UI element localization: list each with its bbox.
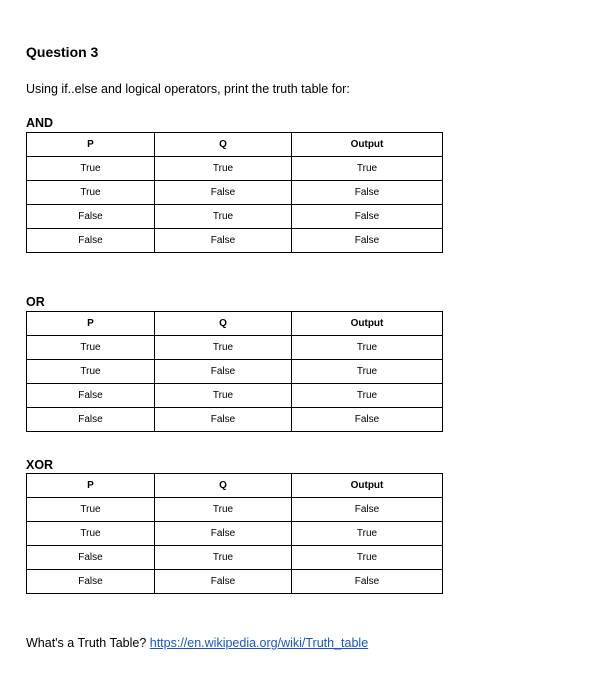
cell-q: False	[155, 522, 292, 546]
cell-p: False	[27, 205, 155, 229]
cell-output: True	[292, 336, 443, 360]
xor-truth-table	[26, 473, 443, 594]
cell-output: False	[292, 498, 443, 522]
cell-output: True	[292, 360, 443, 384]
cell-q: False	[155, 181, 292, 205]
table-row	[27, 229, 443, 253]
cell-p: True	[27, 498, 155, 522]
cell-p: True	[27, 360, 155, 384]
table-row	[27, 181, 443, 205]
table-header-row	[27, 133, 443, 157]
column-header-q: Q	[155, 312, 292, 336]
cell-q: True	[155, 157, 292, 181]
and-truth-table	[26, 132, 443, 253]
cell-output: True	[292, 522, 443, 546]
truth-table-link[interactable]: https://en.wikipedia.org/wiki/Truth_table	[149, 636, 369, 650]
cell-p: False	[27, 384, 155, 408]
cell-q: False	[155, 360, 292, 384]
cell-output: True	[292, 157, 443, 181]
cell-q: False	[155, 570, 292, 594]
column-header-p: P	[27, 474, 155, 498]
table-row	[27, 205, 443, 229]
cell-q: True	[155, 546, 292, 570]
cell-q: True	[155, 498, 292, 522]
question-title: Question 3	[26, 44, 99, 60]
column-header-output: Output	[292, 312, 443, 336]
cell-q: True	[155, 336, 292, 360]
or-truth-table	[26, 311, 443, 432]
cell-q: False	[155, 408, 292, 432]
and-section-label: AND	[26, 116, 54, 130]
cell-p: True	[27, 157, 155, 181]
table-row	[27, 522, 443, 546]
cell-p: False	[27, 546, 155, 570]
table-row	[27, 408, 443, 432]
footer-question: What's a Truth Table?	[26, 636, 150, 650]
cell-output: False	[292, 229, 443, 253]
instruction-text: Using if..else and logical operators, print the truth table for:	[26, 82, 350, 96]
cell-p: False	[27, 570, 155, 594]
cell-output: False	[292, 570, 443, 594]
cell-output: True	[292, 384, 443, 408]
cell-output: False	[292, 181, 443, 205]
table-row	[27, 336, 443, 360]
column-header-output: Output	[292, 474, 443, 498]
cell-q: False	[155, 229, 292, 253]
cell-p: False	[27, 408, 155, 432]
column-header-p: P	[27, 312, 155, 336]
table-row	[27, 570, 443, 594]
xor-section-label: XOR	[26, 458, 54, 472]
cell-output: False	[292, 205, 443, 229]
column-header-p: P	[27, 133, 155, 157]
cell-p: True	[27, 181, 155, 205]
cell-q: True	[155, 205, 292, 229]
table-row	[27, 546, 443, 570]
footer-text	[26, 636, 368, 650]
cell-p: False	[27, 229, 155, 253]
table-header-row	[27, 312, 443, 336]
table-row	[27, 498, 443, 522]
cell-p: True	[27, 522, 155, 546]
cell-q: True	[155, 384, 292, 408]
table-row	[27, 384, 443, 408]
table-row	[27, 360, 443, 384]
cell-output: False	[292, 408, 443, 432]
table-row	[27, 157, 443, 181]
column-header-output: Output	[292, 133, 443, 157]
table-header-row	[27, 474, 443, 498]
cell-output: True	[292, 546, 443, 570]
cell-p: True	[27, 336, 155, 360]
or-section-label: OR	[26, 295, 45, 309]
column-header-q: Q	[155, 133, 292, 157]
column-header-q: Q	[155, 474, 292, 498]
